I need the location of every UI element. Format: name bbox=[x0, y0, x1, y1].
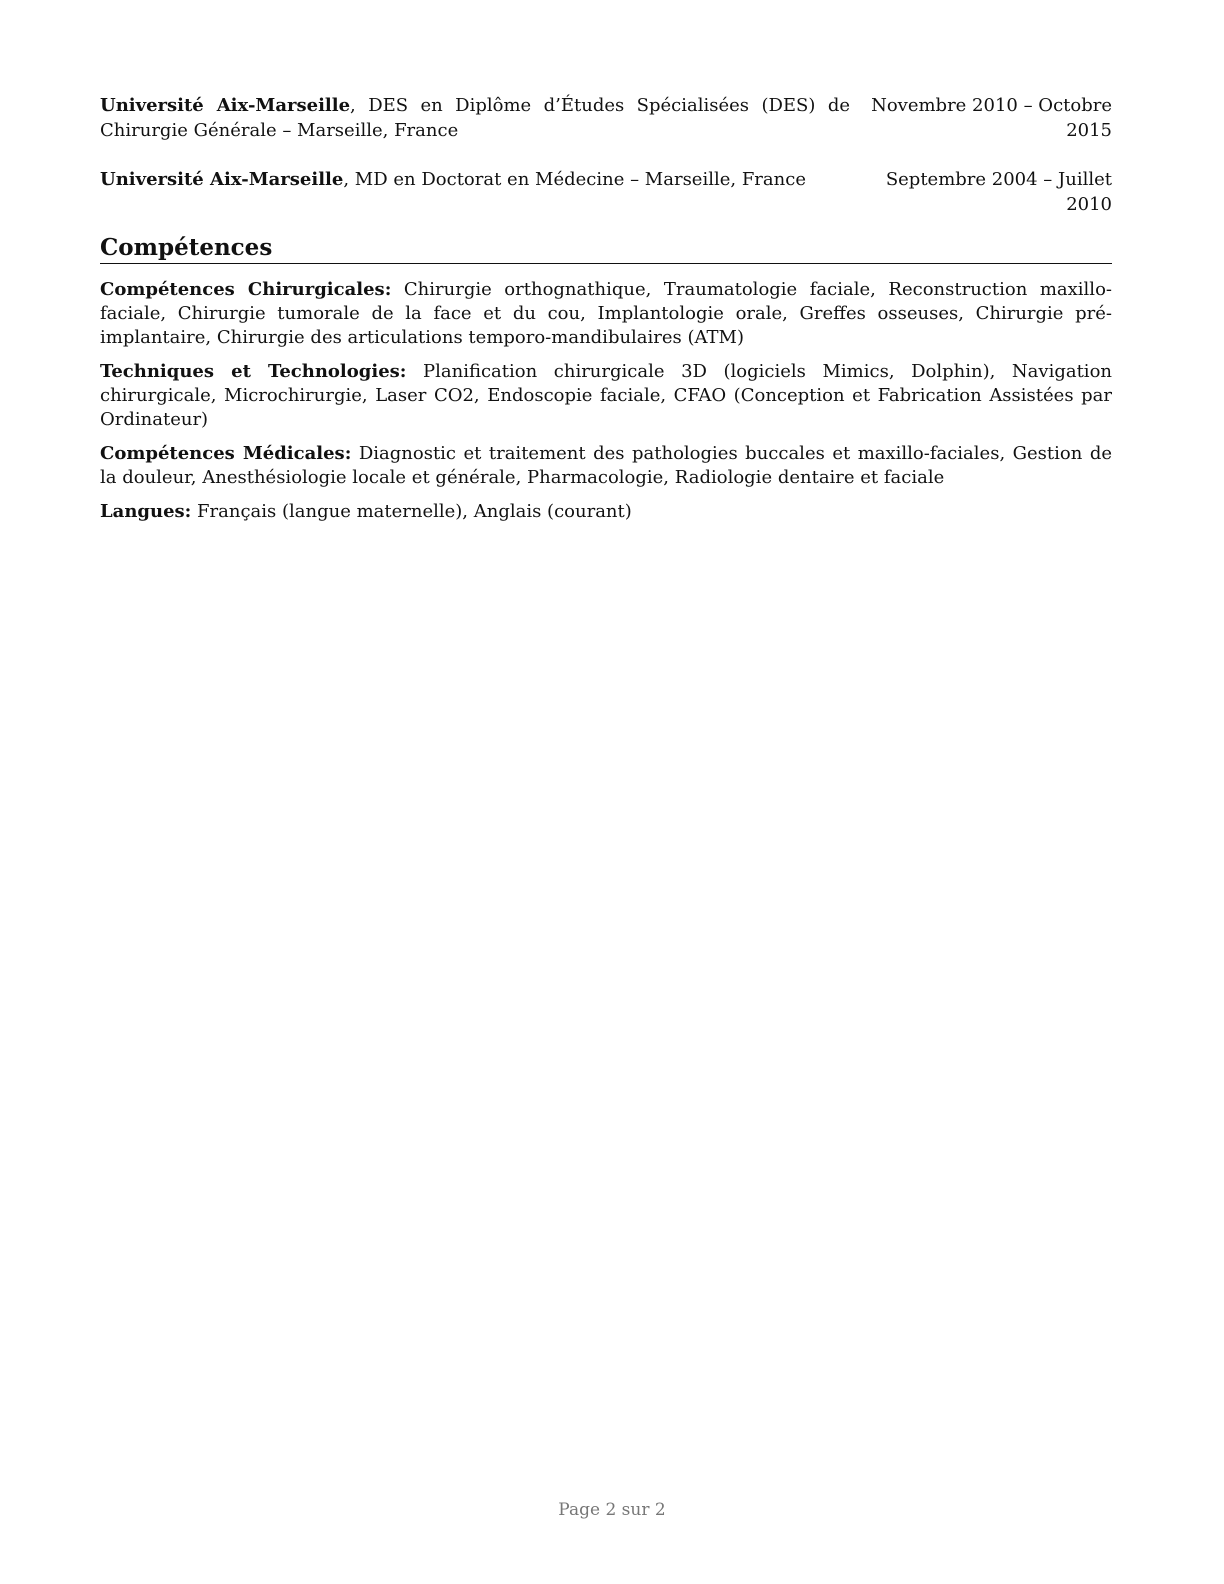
skill-label: Compétences Chirurgicales: bbox=[100, 279, 392, 300]
education-institution: Université Aix-Marseille bbox=[100, 95, 351, 116]
skill-label: Compétences Médicales: bbox=[100, 443, 352, 464]
education-institution: Université Aix-Marseille bbox=[100, 169, 344, 190]
skill-label: Langues: bbox=[100, 501, 192, 522]
education-details: , MD en Doctorat en Médecine – Marseille, France bbox=[343, 169, 806, 190]
section-title-competences: Compétences bbox=[100, 233, 1112, 264]
page-number: Page 2 sur 2 bbox=[558, 1500, 666, 1520]
resume-page bbox=[100, 93, 1112, 534]
education-description bbox=[100, 93, 850, 143]
education-dates: Novembre 2010 – Octobre 2015 bbox=[871, 95, 1112, 141]
education-details: , DES en Diplôme d’Études Spécialisées (DES) de Chirurgie Générale – Marseille, France bbox=[100, 95, 850, 141]
skill-row bbox=[100, 500, 1112, 524]
skill-text: Français (langue maternelle), Anglais (courant) bbox=[191, 501, 632, 522]
skill-row bbox=[100, 442, 1112, 490]
skill-text: Planification chirurgicale 3D (logiciels Mimics, Dolphin), Navigation chirurgicale, Microchirurgie, Laser CO2, Endoscopie faciale, CFAO (Conception et Fabrication Assistées par Ordinateur) bbox=[100, 361, 1112, 430]
skill-row bbox=[100, 278, 1112, 350]
education-entry bbox=[100, 167, 1112, 217]
education-dates: Septembre 2004 – Juillet 2010 bbox=[885, 169, 1112, 215]
skills-list bbox=[100, 278, 1112, 524]
skill-text: Chirurgie orthognathique, Traumatologie faciale, Reconstruction maxillo-faciale, Chirurgie tumorale de la face et du cou, Implantologie orale, Greffes osseuses, Chirurgie pré-implantaire, Chirurgie des articulations temporo-mandibulaires (ATM) bbox=[100, 279, 1112, 348]
education-description bbox=[100, 167, 870, 192]
skill-label: Techniques et Technologies: bbox=[100, 361, 407, 382]
skill-text: Diagnostic et traitement des pathologies buccales et maxillo-faciales, Gestion de la douleur, Anesthésiologie locale et générale, Pharmacologie, Radiologie dentaire et faciale bbox=[100, 443, 1112, 488]
skill-row bbox=[100, 360, 1112, 432]
education-entry bbox=[100, 93, 1112, 143]
